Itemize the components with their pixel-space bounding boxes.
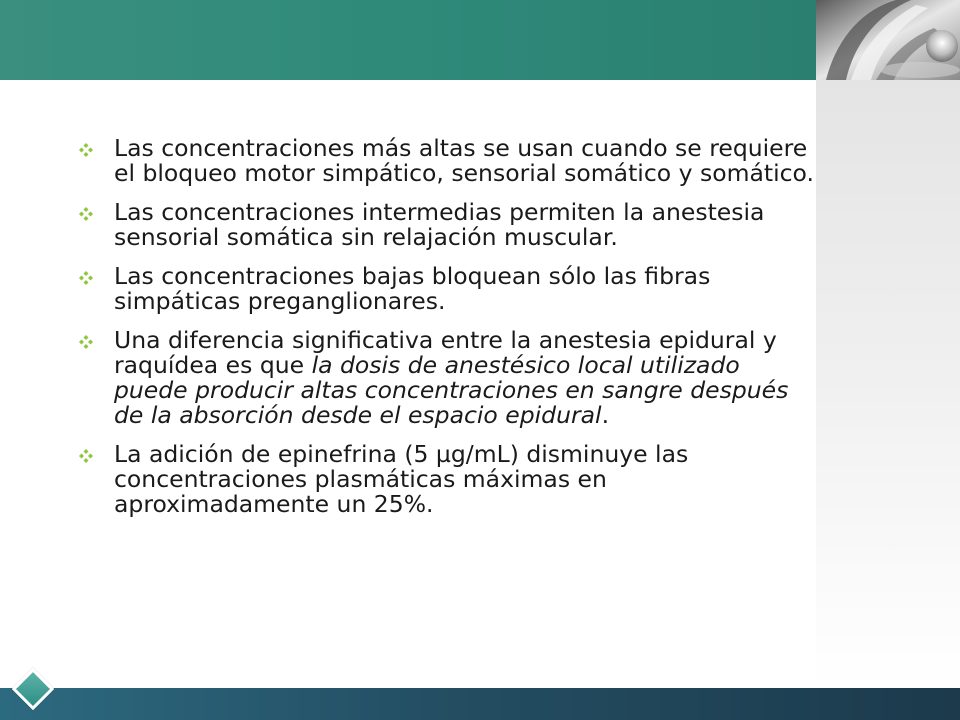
bullet-text-italic: la dosis de anestésico local utilizado puede producir altas concentraciones en sangre después de la absorción desde el espacio epidural [114,351,789,429]
bullet-text-before: Una diferencia significativa entre la anestesia epidural y raquídea es que [114,326,777,379]
bullet-text: Las concentraciones más altas se usan cuando se requiere el bloqueo motor simpático, sensorial somático y somático. [114,134,814,187]
bullet-item [78,328,818,428]
bullet-text: Las concentraciones intermedias permiten la anestesia sensorial somática sin relajación muscular. [114,198,765,251]
side-decorative-panel [816,80,960,688]
bullet-list [78,136,818,517]
bullet-text [114,326,788,429]
bullet-item [78,442,818,517]
metallic-swirl-graphic [816,0,960,80]
bullet-text: Las concentraciones bajas bloquean sólo las fibras simpáticas preganglionares. [114,262,711,315]
header-band [0,0,816,80]
four-diamond-bullet-icon [78,206,94,222]
bullet-item [78,136,818,186]
four-diamond-bullet-icon [78,270,94,286]
bullet-item [78,264,818,314]
four-diamond-bullet-icon [78,142,94,158]
footer-band [0,688,960,720]
four-diamond-bullet-icon [78,448,94,464]
bullet-text: La adición de epinefrina (5 µg/mL) disminuye las concentraciones plasmáticas máximas en aproximadamente un 25%. [114,440,689,518]
bullet-item [78,200,818,250]
bullet-text-after: . [601,401,610,429]
slide-content [78,136,818,531]
four-diamond-bullet-icon [78,334,94,350]
corner-graphic [816,0,960,80]
